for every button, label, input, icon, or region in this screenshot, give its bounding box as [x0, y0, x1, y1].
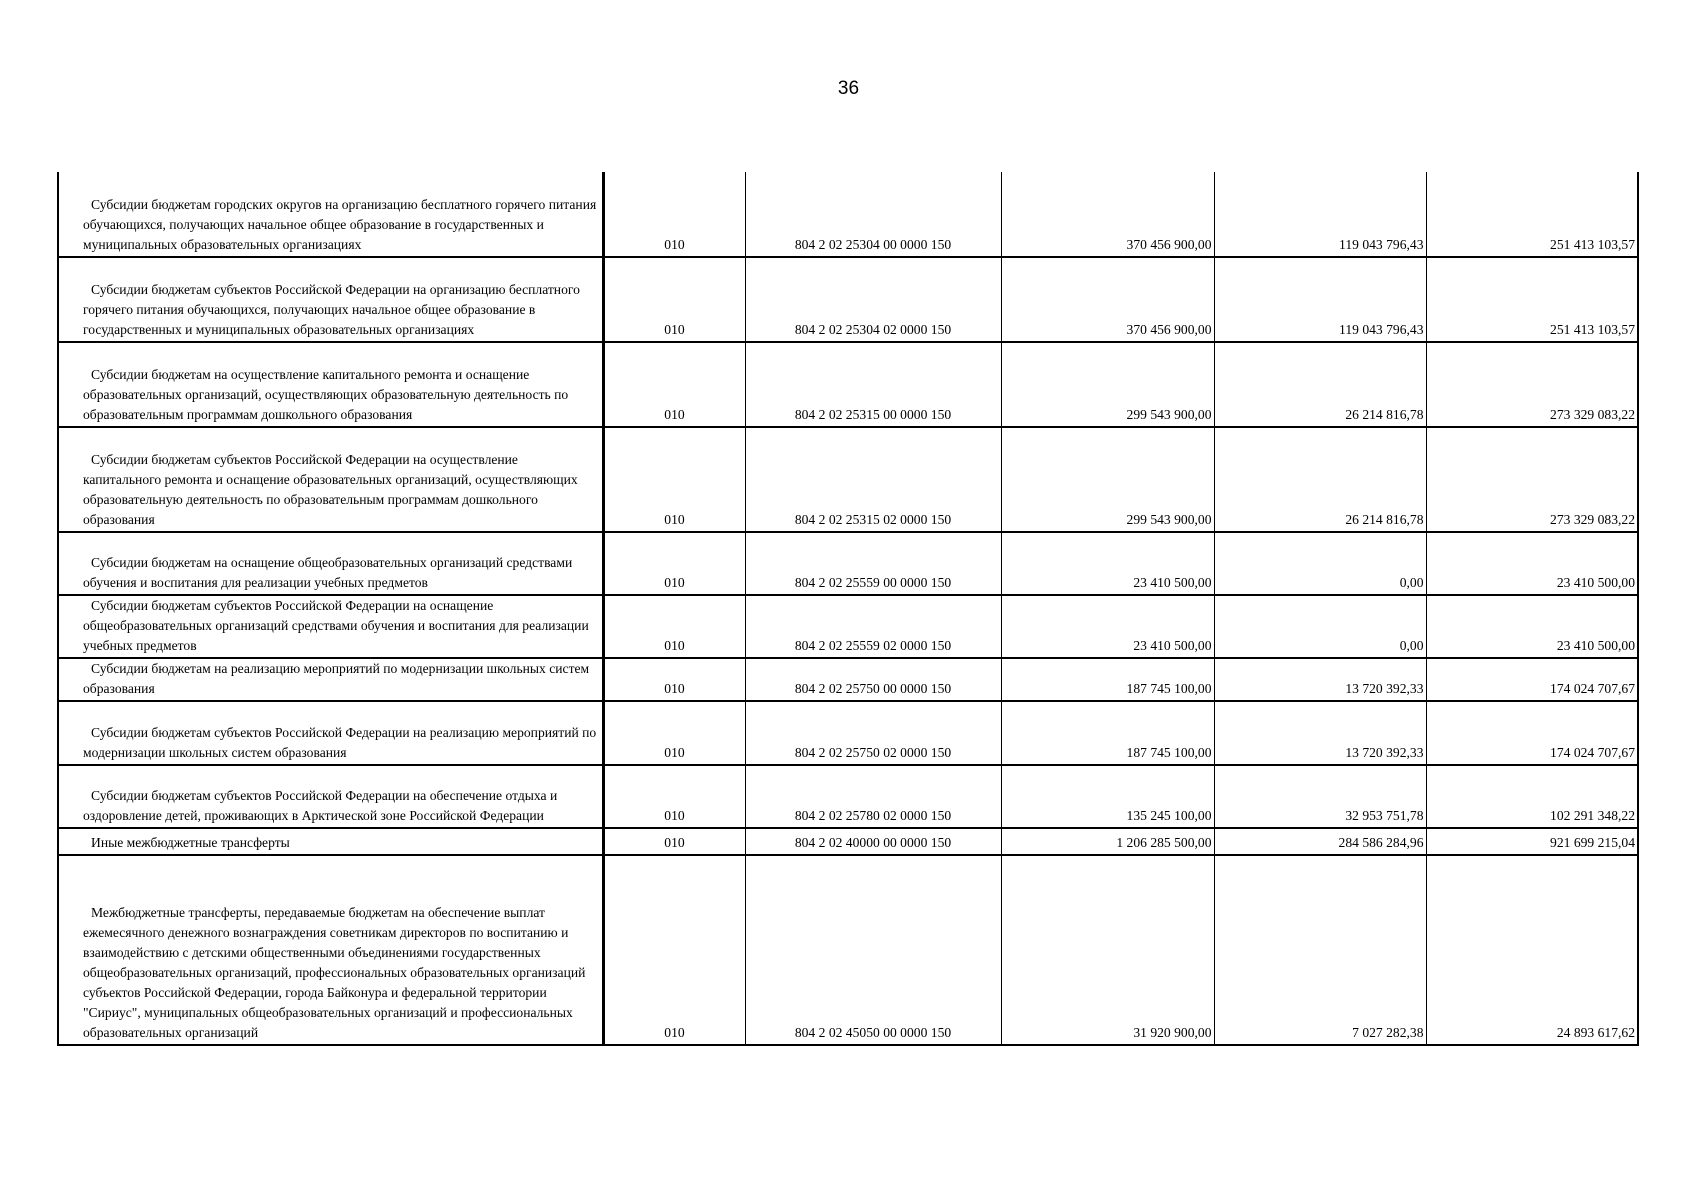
row-approved: 31 920 900,00	[1001, 855, 1214, 1045]
row-approved: 370 456 900,00	[1001, 172, 1214, 257]
row-admin-code: 010	[603, 701, 745, 765]
row-name: Субсидии бюджетам на оснащение общеобразовательных организаций средствами обучения и воспитания для реализации учебных предметов	[58, 532, 603, 595]
row-remaining: 23 410 500,00	[1426, 532, 1638, 595]
row-executed: 0,00	[1214, 532, 1426, 595]
row-name: Субсидии бюджетам на осуществление капитального ремонта и оснащение образовательных организаций, осуществляющих образовательную деятельность по образовательным программам дошкольного образования	[58, 342, 603, 427]
row-admin-code: 010	[603, 427, 745, 532]
table-body	[58, 172, 1638, 1045]
table-row	[58, 427, 1638, 532]
row-executed: 13 720 392,33	[1214, 658, 1426, 701]
row-remaining: 251 413 103,57	[1426, 172, 1638, 257]
row-approved: 1 206 285 500,00	[1001, 828, 1214, 855]
row-executed: 284 586 284,96	[1214, 828, 1426, 855]
row-executed: 32 953 751,78	[1214, 765, 1426, 828]
row-budget-code: 804 2 02 25780 02 0000 150	[745, 765, 1001, 828]
table-row	[58, 828, 1638, 855]
row-admin-code: 010	[603, 828, 745, 855]
row-admin-code: 010	[603, 658, 745, 701]
row-name: Субсидии бюджетам субъектов Российской Федерации на реализацию мероприятий по модернизации школьных систем образования	[58, 701, 603, 765]
row-admin-code: 010	[603, 765, 745, 828]
row-remaining: 273 329 083,22	[1426, 427, 1638, 532]
row-name: Субсидии бюджетам на реализацию мероприятий по модернизации школьных систем образования	[58, 658, 603, 701]
table-row	[58, 765, 1638, 828]
row-name: Субсидии бюджетам субъектов Российской Федерации на осуществление капитального ремонта и оснащение образовательных организаций, осуществляющих образовательную деятельность по образовательным программам дошкольного образования	[58, 427, 603, 532]
row-executed: 26 214 816,78	[1214, 342, 1426, 427]
row-remaining: 102 291 348,22	[1426, 765, 1638, 828]
row-name: Субсидии бюджетам субъектов Российской Федерации на организацию бесплатного горячего питания обучающихся, получающих начальное общее образование в государственных и муниципальных образовательных организациях	[58, 257, 603, 342]
row-name: Субсидии бюджетам субъектов Российской Федерации на оснащение общеобразовательных организаций средствами обучения и воспитания для реализации учебных предметов	[58, 595, 603, 658]
row-approved: 370 456 900,00	[1001, 257, 1214, 342]
row-admin-code: 010	[603, 532, 745, 595]
table-row	[58, 701, 1638, 765]
row-budget-code: 804 2 02 25559 00 0000 150	[745, 532, 1001, 595]
row-admin-code: 010	[603, 172, 745, 257]
row-executed: 13 720 392,33	[1214, 701, 1426, 765]
row-approved: 23 410 500,00	[1001, 532, 1214, 595]
row-name: Межбюджетные трансферты, передаваемые бюджетам на обеспечение выплат ежемесячного денежного вознаграждения советникам директоров по воспитанию и взаимодействию с детскими общественными объединениями государственных общеобразовательных организаций, профессиональных образовательных организаций субъектов Российской Федерации, города Байконура и федеральной территории "Сириус", муниципальных общеобразовательных организаций и профессиональных образовательных организаций	[58, 855, 603, 1045]
row-admin-code: 010	[603, 855, 745, 1045]
table-row	[58, 257, 1638, 342]
row-budget-code: 804 2 02 25304 00 0000 150	[745, 172, 1001, 257]
row-executed: 0,00	[1214, 595, 1426, 658]
row-remaining: 174 024 707,67	[1426, 701, 1638, 765]
row-remaining: 24 893 617,62	[1426, 855, 1638, 1045]
row-executed: 7 027 282,38	[1214, 855, 1426, 1045]
row-remaining: 273 329 083,22	[1426, 342, 1638, 427]
row-remaining: 251 413 103,57	[1426, 257, 1638, 342]
row-budget-code: 804 2 02 25750 02 0000 150	[745, 701, 1001, 765]
table-row	[58, 595, 1638, 658]
row-name: Иные межбюджетные трансферты	[58, 828, 603, 855]
row-budget-code: 804 2 02 25750 00 0000 150	[745, 658, 1001, 701]
row-admin-code: 010	[603, 257, 745, 342]
table-row	[58, 658, 1638, 701]
table-row	[58, 172, 1638, 257]
row-approved: 299 543 900,00	[1001, 342, 1214, 427]
row-approved: 299 543 900,00	[1001, 427, 1214, 532]
row-admin-code: 010	[603, 595, 745, 658]
row-approved: 23 410 500,00	[1001, 595, 1214, 658]
row-budget-code: 804 2 02 25304 02 0000 150	[745, 257, 1001, 342]
row-name: Субсидии бюджетам субъектов Российской Федерации на обеспечение отдыха и оздоровление детей, проживающих в Арктической зоне Российской Федерации	[58, 765, 603, 828]
row-budget-code: 804 2 02 40000 00 0000 150	[745, 828, 1001, 855]
row-remaining: 174 024 707,67	[1426, 658, 1638, 701]
row-budget-code: 804 2 02 25559 02 0000 150	[745, 595, 1001, 658]
row-remaining: 23 410 500,00	[1426, 595, 1638, 658]
row-executed: 119 043 796,43	[1214, 257, 1426, 342]
row-approved: 187 745 100,00	[1001, 701, 1214, 765]
row-name: Субсидии бюджетам городских округов на организацию бесплатного горячего питания обучающихся, получающих начальное общее образование в государственных и муниципальных образовательных организациях	[58, 172, 603, 257]
budget-table	[57, 172, 1639, 1046]
row-admin-code: 010	[603, 342, 745, 427]
row-budget-code: 804 2 02 25315 00 0000 150	[745, 342, 1001, 427]
table-row	[58, 532, 1638, 595]
page-number: 36	[837, 78, 860, 99]
row-executed: 119 043 796,43	[1214, 172, 1426, 257]
row-budget-code: 804 2 02 45050 00 0000 150	[745, 855, 1001, 1045]
row-approved: 187 745 100,00	[1001, 658, 1214, 701]
table-row	[58, 342, 1638, 427]
row-remaining: 921 699 215,04	[1426, 828, 1638, 855]
table-row	[58, 855, 1638, 1045]
row-approved: 135 245 100,00	[1001, 765, 1214, 828]
row-executed: 26 214 816,78	[1214, 427, 1426, 532]
row-budget-code: 804 2 02 25315 02 0000 150	[745, 427, 1001, 532]
